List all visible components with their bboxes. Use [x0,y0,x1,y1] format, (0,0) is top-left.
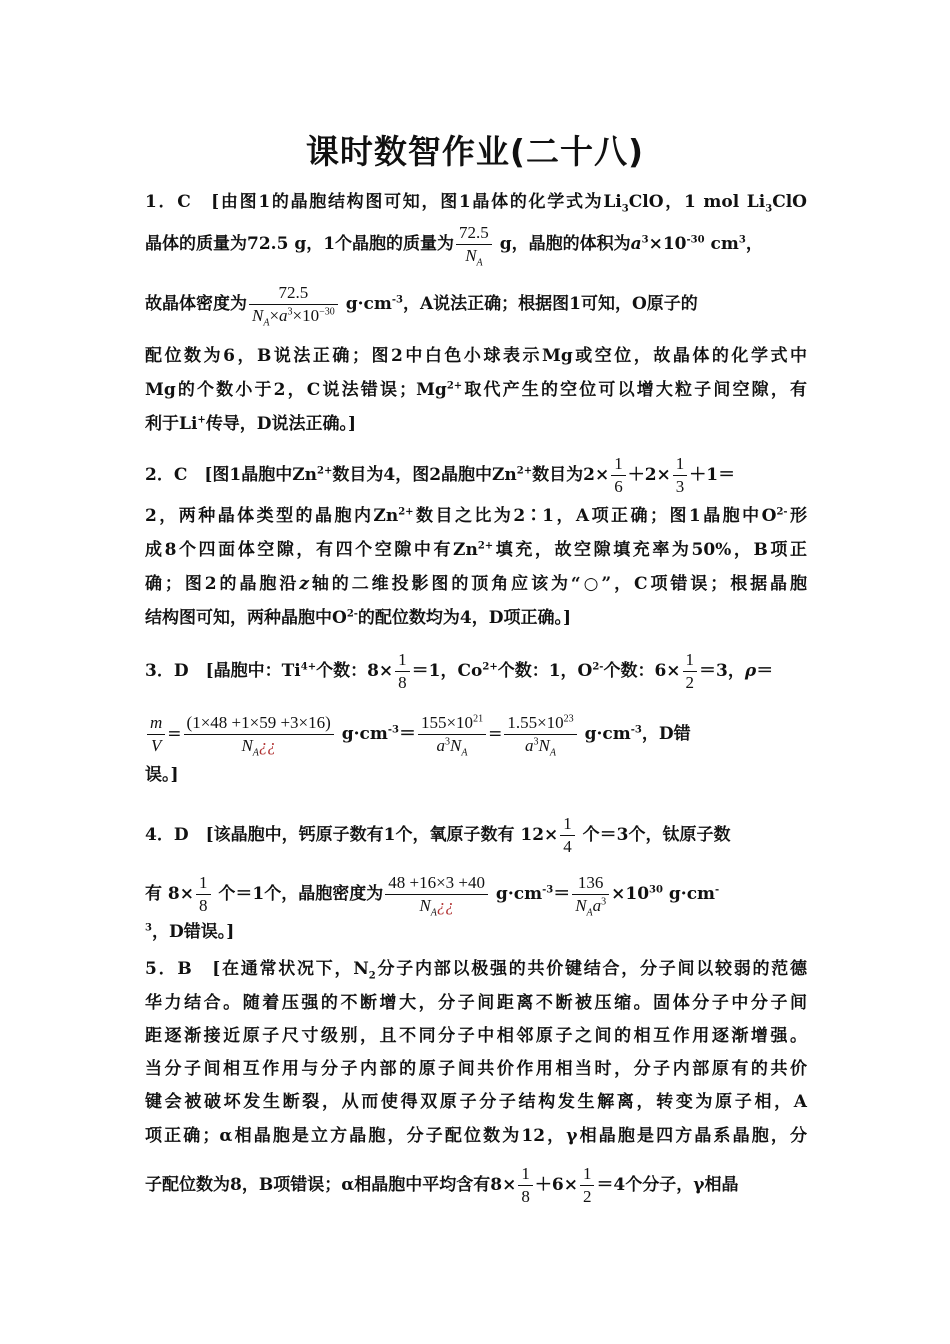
q5-line-1: 5．B [在通常状况下，$N_2$分子内部以极强的共价键结合，分子间以较弱的范德 [145,959,807,982]
q1-line-5: Mg的个数小于2，C说法错误；$Mg^{2+}$取代产生的空位可以增大粒子间空隙，有 [145,380,807,400]
page-title: 课时数智作业(二十八) [305,132,645,171]
q2-line-3: 成8个四面体空隙，有四个空隙中有$Zn^{2+}$填充，故空隙填充率为50%，B项正 [145,540,807,560]
q1-line-2: 晶体的质量为72.5 g，1个晶胞的质量为 $\frac{72.5}{N_A}$ g，晶胞的体积为$a^3\times 10^{-30}$ $cm^3$， [145,223,763,269]
fraction-1-2-q5: $\frac{1}{2}$ [580,1163,595,1208]
q4-line-2: 有 8× $\frac{1}{8}$ 个＝1个，晶胞密度为 $\frac{48 +16\times 3 +40}{N_A¿¿}$ $g\cdot cm^{-3}=$ $\frac{136}{N_Aa^3}$ $\times 10^{30}$ g·cm- [145,873,720,919]
q1-line-6: 利于Li+传导，D说法正确。] [145,414,357,434]
fraction-1-2: $\frac{1}{2}$ [683,649,698,694]
q5-line-2: 华力结合。随着压强的不断增大，分子间距离不断被压缩。固体分子中分子间 [145,993,807,1013]
fraction-1-4: $\frac{1}{4}$ [560,813,575,858]
q2-line-5: 结构图可知，两种晶胞中$O^{2-}$的配位数均为4，D项正确。] [145,608,572,628]
fraction-1-8-q5: $\frac{1}{8}$ [518,1163,533,1208]
fraction-155e21: $\frac{155\times 10^{21}}{a^3N_A}$ [418,712,486,757]
fraction-mass-q4: $\frac{48 +16\times 3 +40}{N_A¿¿}$ [385,872,488,917]
q3-line-1: 3．D [晶胞中：$Ti^{4+}$个数：8× $\frac{1}{8}$ ＝1，$Co^{2+}$个数：1，$O^{2-}$个数：6× $\frac{1}{2}$ ＝3，ρ＝ [145,650,774,692]
q3-line-3: 误。] [145,765,179,785]
fraction-m-over-v: $\frac{m}{V}$ [147,712,165,757]
q2-line-2: 2，两种晶体类型的晶胞内$Zn^{2+}$数目之比为2∶1，A项正确；图1晶胞中$O^{2-}$形 [145,506,808,526]
fraction-1-8-q4: $\frac{1}{8}$ [196,872,211,917]
fraction-1-6: $\frac{1}{6}$ [611,453,626,498]
q1-line-1: 1．C [由图1的晶胞结构图可知，图1晶体的化学式为$Li_3ClO$，1 mol $Li_3ClO$ [145,192,807,215]
fraction-1-55e23: $\frac{1.55\times 10^{23}}{a^3N_A}$ [504,712,576,757]
q2-line-4: 确；图2的晶胞沿z轴的二维投影图的顶角应该为“○”，C项错误；根据晶胞 [145,574,807,594]
q5-line-4: 当分子间相互作用与分子内部的原子间共价作用相当时，分子内部原有的共价 [145,1059,807,1079]
q5-line-3: 距逐渐接近原子尺寸级别，且不同分子中相邻原子之间的相互作用逐渐增强。 [145,1026,807,1046]
q5-line-5: 键会被破坏发生断裂，从而使得双原子分子结构发生解离，转变为原子相，A [145,1092,807,1112]
fraction-1-3: $\frac{1}{3}$ [673,453,688,498]
fraction-1-8: $\frac{1}{8}$ [395,649,410,694]
q5-line-7: 子配位数为8，B项错误；α相晶胞中平均含有8× $\frac{1}{8}$ ＋6× $\frac{1}{2}$ ＝4个分子，γ相晶 [145,1164,739,1206]
q2-line-1: 2．C [图1晶胞中$Zn^{2+}$数目为4，图2晶胞中$Zn^{2+}$数目为2× $\frac{1}{6}$ ＋2× $\frac{1}{3}$ ＋1＝ [145,454,736,496]
q4-line-3: $^3$，D错误。] [145,922,235,942]
q5-line-6: 项正确；α相晶胞是立方晶胞，分子配位数为12，γ相晶胞是四方晶系晶胞，分 [145,1126,807,1146]
q1-line-3: 故晶体密度为 $\frac{72.5}{N_A\times a^3\times 10^{-30}}$ $g\cdot cm^{-3}$，A说法正确；根据图1可知，O原子的 [145,283,698,329]
fraction-density-q1: $\frac{72.5}{N_A\times a^3\times 10^{-30}}$ [249,282,338,327]
q3-line-2: $\frac{m}{V}$ = $\frac{(1\times 48 +1\times 59 +3\times 16)}{N_A¿¿}$ $g\cdot cm^{-3}=$ $\frac{155\times 10^{21}}{a^3N_A}$ = $\frac{1.55\times 10^{23}}{a^3N_A}$ $g\cdot cm^{-3}$，D错 [145,712,807,757]
q1-line-4: 配位数为6，B说法正确；图2中白色小球表示Mg或空位，故晶体的化学式中 [145,346,807,366]
fraction-72-5-over-na: $\frac{72.5}{N_A}$ [456,222,492,267]
fraction-mass-sum: $\frac{(1\times 48 +1\times 59 +3\times 16)}{N_A¿¿}$ [184,712,334,757]
q4-line-1: 4．D [该晶胞中，钙原子数有1个，氧原子数有 12× $\frac{1}{4}$ 个＝3个，钛原子数 [145,814,731,856]
fraction-136: $\frac{136}{N_Aa^3}$ [572,872,609,917]
